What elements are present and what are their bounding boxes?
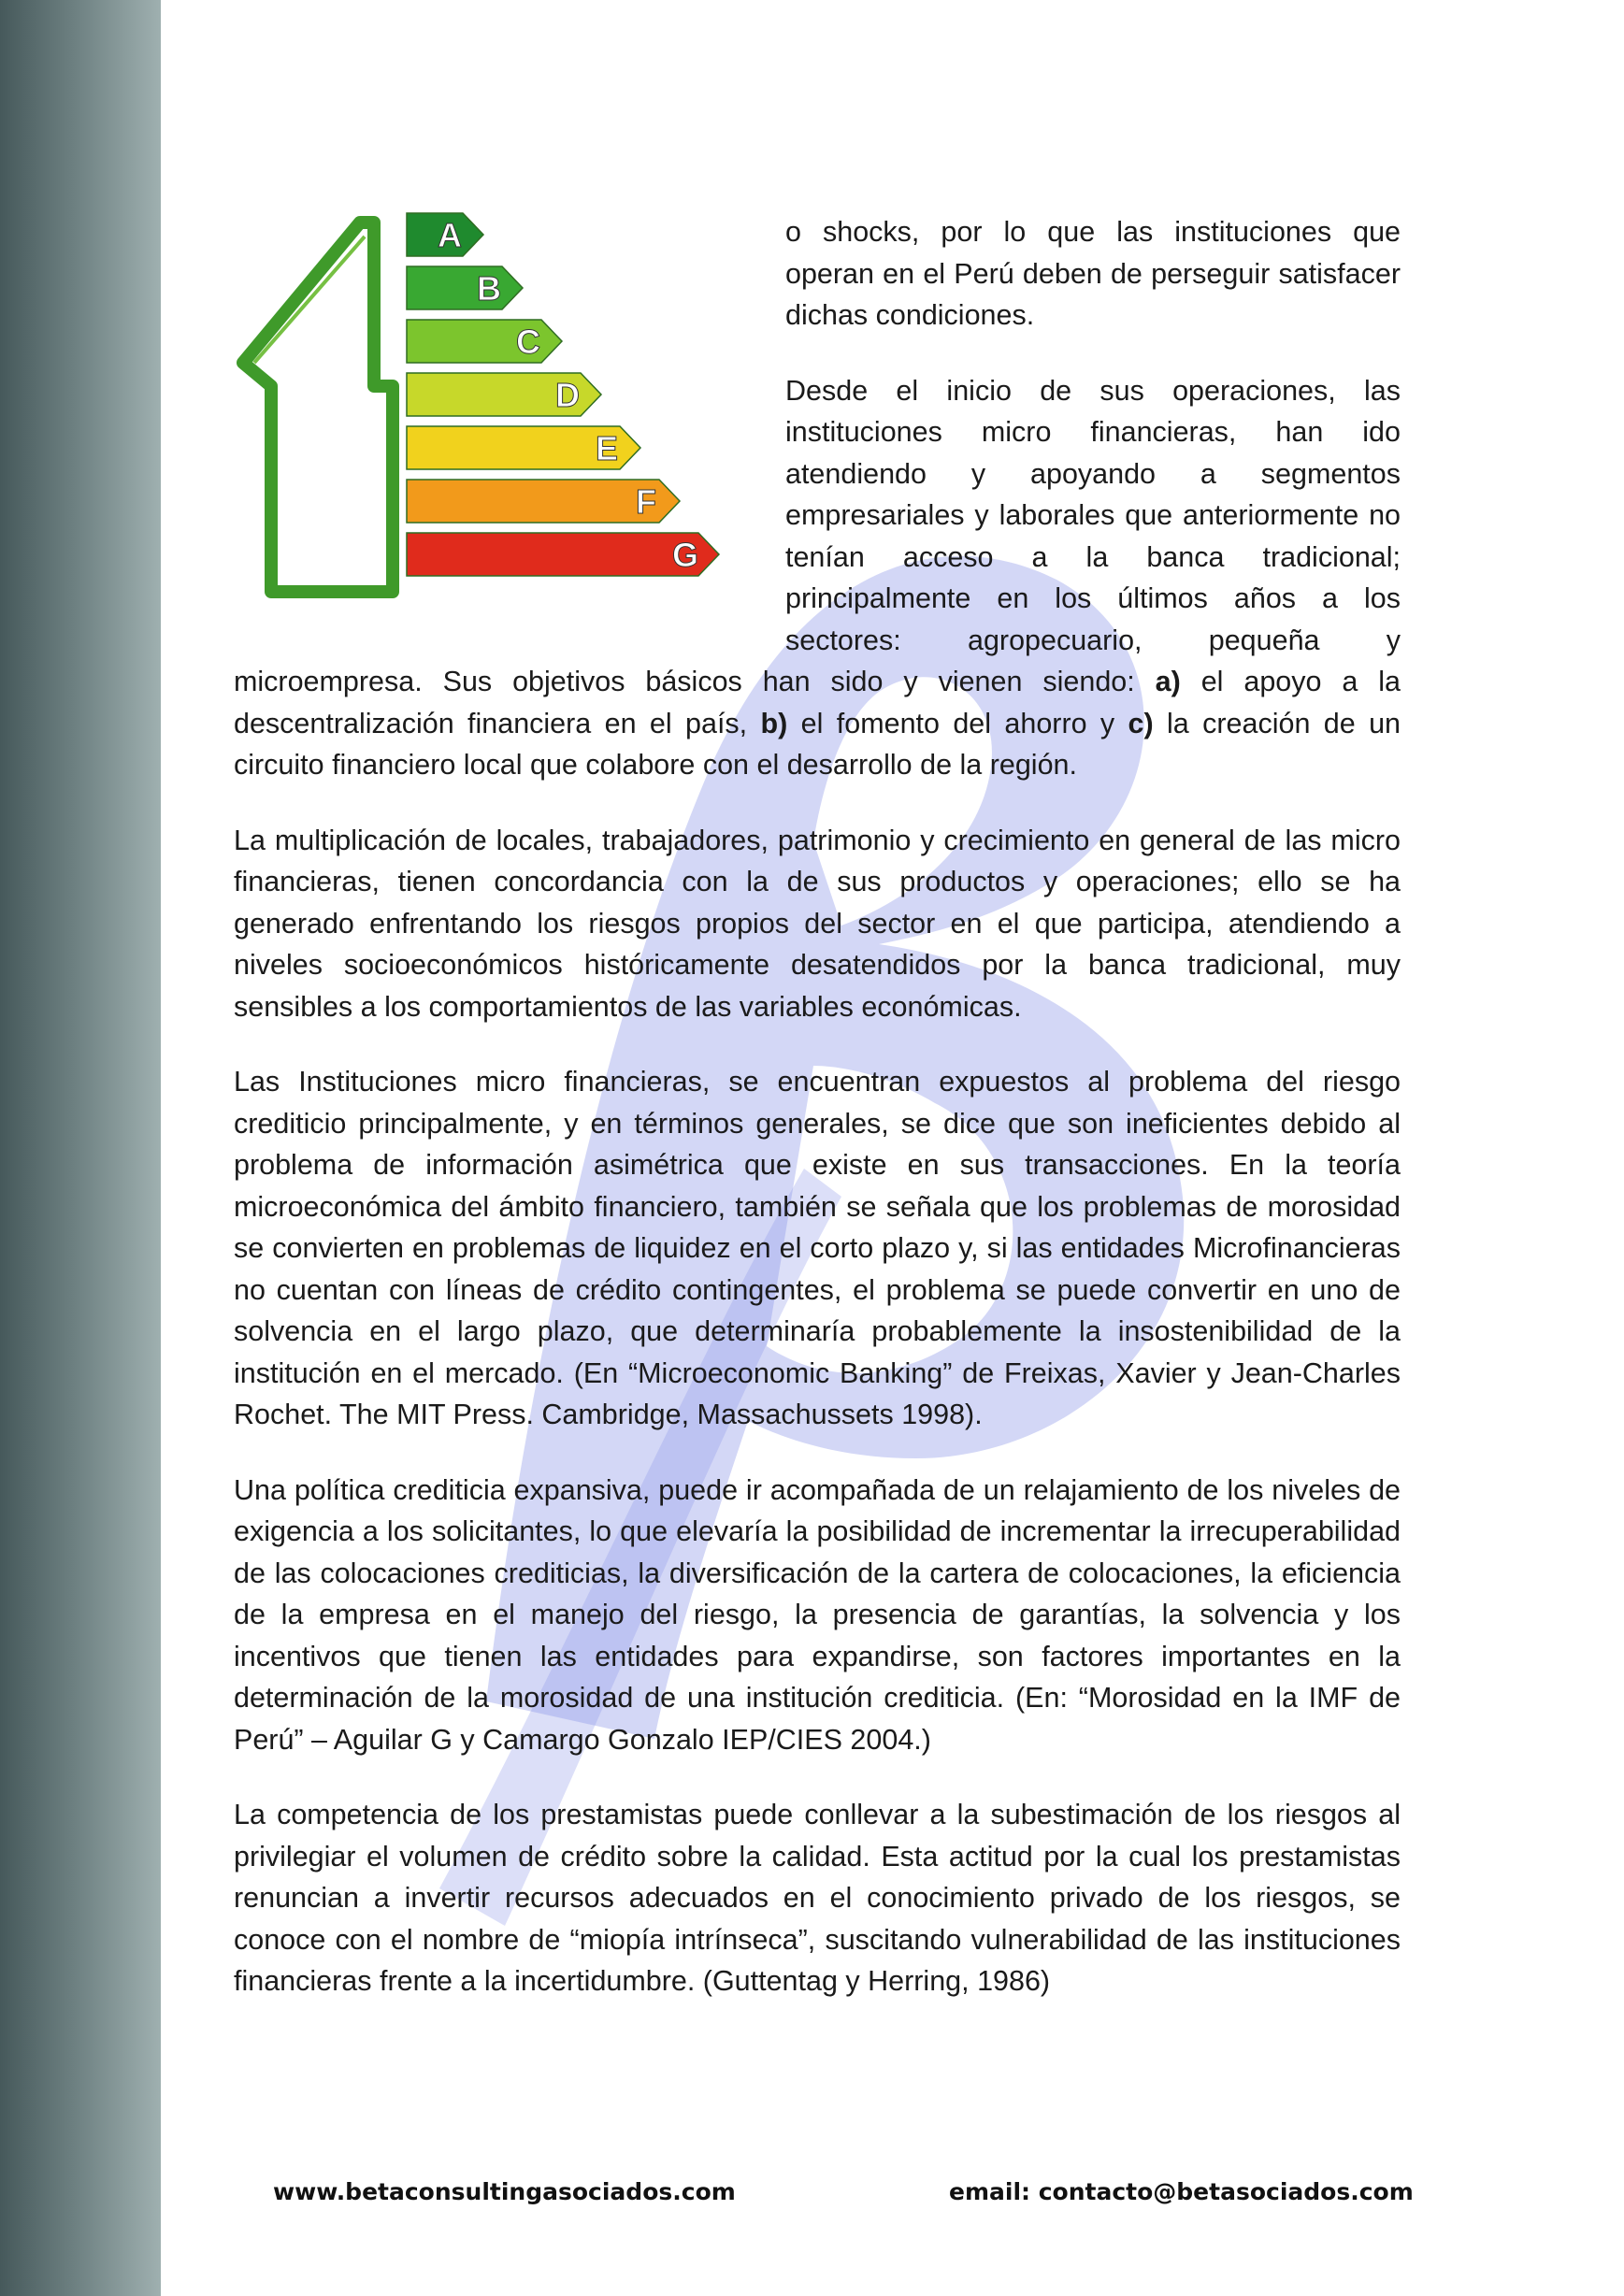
paragraph-text: La multiplicación de locales, trabajadores, patrimonio y crecimiento en general de las micro financieras, tienen concordancia con la de sus productos y operaciones; ello se ha generado enfrentando los riesgos propios del sector en el que participa, atendiendo a niveles socioeconómicos históricamente desatendidos por la banca tradicional, muy sensibles a los comportamientos de las variables económicas. [234, 824, 1401, 1023]
paragraph-text: la creación de un circuito financiero local que colabore con el desarrollo de la región. [234, 707, 1401, 781]
page-footer [0, 2178, 1624, 2216]
energy-label-c: C [516, 323, 540, 361]
energy-label-a: A [438, 216, 462, 254]
body-paragraph [234, 1470, 1401, 1761]
energy-label-f: F [636, 482, 656, 521]
document-body [234, 211, 1401, 2036]
paragraph-text: el fomento del ahorro y [787, 707, 1128, 739]
paragraph-text: La competencia de los prestamistas puede conllevar a la subestimación de los riesgos al privilegiar el volumen de crédito sobre la calidad. Esta actitud por la cual los prestamistas renuncian a invertir recursos adecuados en el conocimiento privado de los riesgos, se conoce con el nombre de “miopía intrínseca”, suscitando vulnerabilidad de las instituciones financieras frente a la incertidumbre. (Guttentag y Herring, 1986) [234, 1799, 1401, 1997]
house-energy-rating-icon [234, 204, 757, 615]
paragraph-text: o shocks, por lo que las instituciones que operan en el Perú deben de perseguir satisfacer dichas condiciones. [785, 216, 1401, 331]
body-paragraph [234, 1794, 1401, 2002]
decorative-side-band [0, 0, 161, 2296]
energy-label-b: B [477, 269, 501, 308]
body-paragraph [234, 820, 1401, 1028]
energy-bar-b [407, 266, 523, 309]
bold-list-marker: b) [760, 707, 788, 739]
footer-website-link[interactable]: www.betaconsultingasociados.com [273, 2178, 736, 2205]
bold-list-marker: a) [1155, 666, 1181, 697]
energy-label-d: D [555, 376, 580, 414]
energy-label-g: G [671, 536, 699, 574]
body-paragraph [234, 1061, 1401, 1436]
footer-email-link[interactable]: email: contacto@betasociados.com [949, 2178, 1414, 2205]
energy-label-e: E [595, 429, 619, 467]
paragraph-text: Las Instituciones micro financieras, se encuentran expuestos al problema del riesgo crediticio principalmente, y en términos generales, se dice que son ineficientes debido al problema de información asimétrica que existe en sus transacciones. En la teoría microeconómica del ámbito financiero, también se señala que los problemas de morosidad se convierten en problemas de liquidez en el corto plazo y, si las entidades Microfinancieras no cuentan con líneas de crédito contingentes, el problema se puede convertir en uno de solvencia en el largo plazo, que determinaría probablemente la insostenibilidad de la institución en el mercado. (En “Microeconomic Banking” de Freixas, Xavier y Jean-Charles Rochet. The MIT Press. Cambridge, Massachussets 1998). [234, 1066, 1401, 1430]
energy-efficiency-house-illustration [234, 211, 767, 623]
paragraph-text: el apoyo a la descentralización financiera en el país, [234, 666, 1401, 739]
paragraph-text: Desde el inicio de sus operaciones, las instituciones micro financieras, han ido atendiendo y apoyando a segmentos empresariales y laborales que anteriormente no tenían acceso a la banca tradicional; principalmente en los últimos años a los sectores: agropecuario, pequeña y microempresa. Sus objetivos básicos han sido y vienen siendo: [234, 374, 1401, 697]
bold-list-marker: c) [1128, 707, 1154, 739]
paragraph-text: Una política crediticia expansiva, puede ir acompañada de un relajamiento de los niveles de exigencia a los solicitantes, lo que elevaría la posibilidad de incrementar la irrecuperabilidad de las colocaciones crediticias, la diversificación de la cartera de colocaciones, la eficiencia de la empresa en el manejo del riesgo, la presencia de garantías, la solvencia y los incentivos que tienen las entidades para expandirse, son factores importantes en la determinación de la morosidad de una institución crediticia. (En: “Morosidad en la IMF de Perú” – Aguilar G y Camargo Gonzalo IEP/CIES 2004.) [234, 1473, 1401, 1756]
